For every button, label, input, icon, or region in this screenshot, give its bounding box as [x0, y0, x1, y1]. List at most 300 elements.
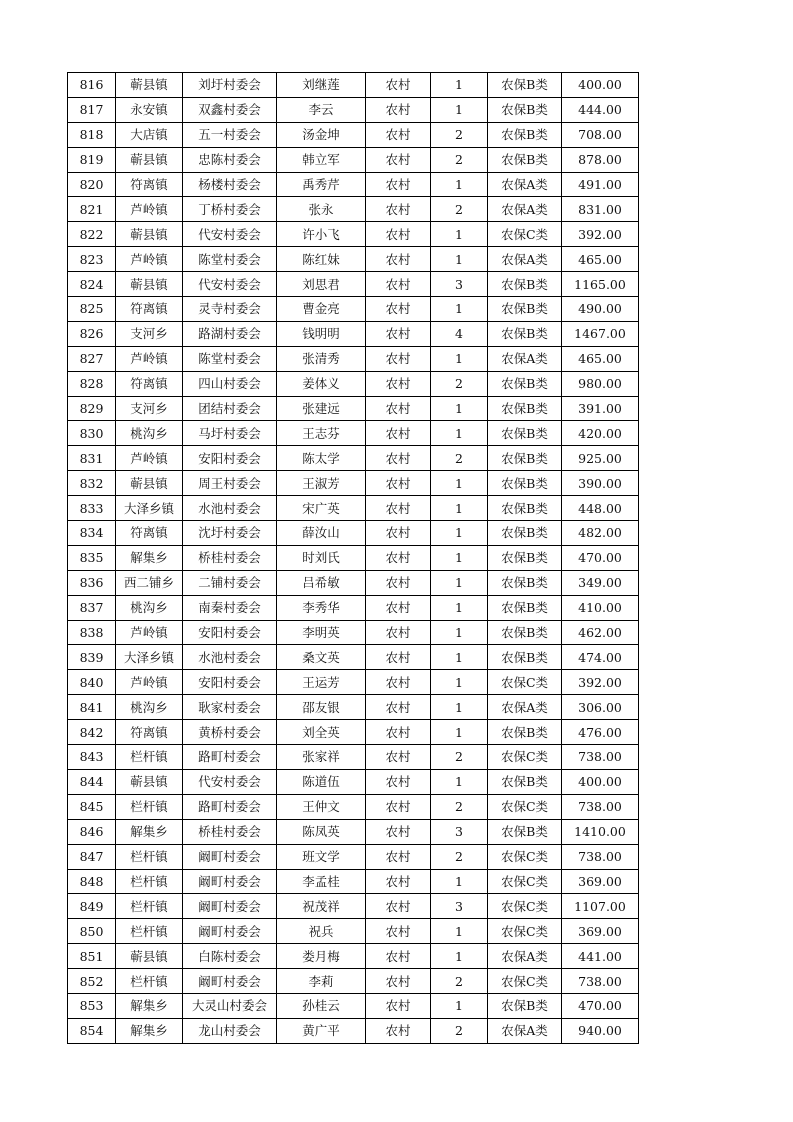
insurance-category-cell: 农保B类	[488, 720, 562, 745]
table-row	[68, 794, 639, 819]
residence-type-cell: 农村	[366, 894, 431, 919]
residence-type-cell: 农村	[366, 670, 431, 695]
village-committee-cell: 陈堂村委会	[183, 247, 277, 272]
amount-cell: 462.00	[562, 620, 639, 645]
table-row	[68, 993, 639, 1018]
household-size-cell: 2	[431, 147, 488, 172]
person-name-cell: 李秀华	[277, 595, 366, 620]
table-row	[68, 570, 639, 595]
insurance-category-cell: 农保B类	[488, 321, 562, 346]
row-number-cell: 835	[68, 545, 116, 570]
row-number-cell: 845	[68, 794, 116, 819]
table-row	[68, 944, 639, 969]
household-size-cell: 1	[431, 496, 488, 521]
amount-cell: 400.00	[562, 73, 639, 98]
person-name-cell: 陈太学	[277, 446, 366, 471]
person-name-cell: 刘思君	[277, 272, 366, 297]
residence-type-cell: 农村	[366, 745, 431, 770]
person-name-cell: 邵友银	[277, 695, 366, 720]
person-name-cell: 陈凤英	[277, 819, 366, 844]
table-row	[68, 247, 639, 272]
person-name-cell: 陈红妹	[277, 247, 366, 272]
township-cell: 大店镇	[116, 122, 183, 147]
township-cell: 解集乡	[116, 545, 183, 570]
household-size-cell: 1	[431, 993, 488, 1018]
table-row	[68, 73, 639, 98]
township-cell: 芦岭镇	[116, 620, 183, 645]
residence-type-cell: 农村	[366, 794, 431, 819]
township-cell: 大泽乡镇	[116, 496, 183, 521]
table-row	[68, 297, 639, 322]
row-number-cell: 820	[68, 172, 116, 197]
village-committee-cell: 南秦村委会	[183, 595, 277, 620]
person-name-cell: 李云	[277, 97, 366, 122]
household-size-cell: 1	[431, 247, 488, 272]
township-cell: 芦岭镇	[116, 346, 183, 371]
township-cell: 解集乡	[116, 1018, 183, 1043]
village-committee-cell: 四山村委会	[183, 371, 277, 396]
residence-type-cell: 农村	[366, 993, 431, 1018]
table-row	[68, 197, 639, 222]
row-number-cell: 853	[68, 993, 116, 1018]
residence-type-cell: 农村	[366, 620, 431, 645]
person-name-cell: 韩立军	[277, 147, 366, 172]
township-cell: 符离镇	[116, 172, 183, 197]
insurance-category-cell: 农保B类	[488, 496, 562, 521]
village-committee-cell: 沈圩村委会	[183, 521, 277, 546]
amount-cell: 410.00	[562, 595, 639, 620]
township-cell: 栏杆镇	[116, 919, 183, 944]
residence-type-cell: 农村	[366, 172, 431, 197]
household-size-cell: 1	[431, 645, 488, 670]
residence-type-cell: 农村	[366, 272, 431, 297]
village-committee-cell: 代安村委会	[183, 272, 277, 297]
table-row	[68, 272, 639, 297]
village-committee-cell: 安阳村委会	[183, 670, 277, 695]
person-name-cell: 张建远	[277, 396, 366, 421]
residence-type-cell: 农村	[366, 720, 431, 745]
village-committee-cell: 周王村委会	[183, 471, 277, 496]
township-cell: 栏杆镇	[116, 969, 183, 994]
residence-type-cell: 农村	[366, 247, 431, 272]
household-size-cell: 1	[431, 97, 488, 122]
person-name-cell: 孙桂云	[277, 993, 366, 1018]
village-committee-cell: 桥桂村委会	[183, 545, 277, 570]
table-row	[68, 421, 639, 446]
person-name-cell: 王志芬	[277, 421, 366, 446]
amount-cell: 1165.00	[562, 272, 639, 297]
insurance-category-cell: 农保A类	[488, 346, 562, 371]
insurance-category-cell: 农保B类	[488, 595, 562, 620]
village-committee-cell: 灵寺村委会	[183, 297, 277, 322]
person-name-cell: 李孟桂	[277, 869, 366, 894]
table-row	[68, 97, 639, 122]
insurance-category-cell: 农保A类	[488, 247, 562, 272]
village-committee-cell: 水池村委会	[183, 496, 277, 521]
table-row	[68, 545, 639, 570]
village-committee-cell: 阚町村委会	[183, 869, 277, 894]
roster-body	[68, 73, 639, 1044]
row-number-cell: 850	[68, 919, 116, 944]
household-size-cell: 1	[431, 172, 488, 197]
person-name-cell: 班文学	[277, 844, 366, 869]
amount-cell: 738.00	[562, 844, 639, 869]
household-size-cell: 1	[431, 396, 488, 421]
insurance-category-cell: 农保C类	[488, 894, 562, 919]
residence-type-cell: 农村	[366, 496, 431, 521]
household-size-cell: 2	[431, 122, 488, 147]
person-name-cell: 李明英	[277, 620, 366, 645]
row-number-cell: 852	[68, 969, 116, 994]
household-size-cell: 1	[431, 545, 488, 570]
residence-type-cell: 农村	[366, 297, 431, 322]
village-committee-cell: 水池村委会	[183, 645, 277, 670]
insurance-category-cell: 农保C类	[488, 969, 562, 994]
residence-type-cell: 农村	[366, 122, 431, 147]
household-size-cell: 2	[431, 969, 488, 994]
township-cell: 桃沟乡	[116, 695, 183, 720]
row-number-cell: 831	[68, 446, 116, 471]
person-name-cell: 刘继莲	[277, 73, 366, 98]
village-committee-cell: 路町村委会	[183, 794, 277, 819]
person-name-cell: 钱明明	[277, 321, 366, 346]
residence-type-cell: 农村	[366, 222, 431, 247]
amount-cell: 470.00	[562, 545, 639, 570]
township-cell: 芦岭镇	[116, 197, 183, 222]
residence-type-cell: 农村	[366, 919, 431, 944]
amount-cell: 390.00	[562, 471, 639, 496]
household-size-cell: 1	[431, 869, 488, 894]
person-name-cell: 时刘氏	[277, 545, 366, 570]
village-committee-cell: 安阳村委会	[183, 620, 277, 645]
table-row	[68, 670, 639, 695]
row-number-cell: 829	[68, 396, 116, 421]
table-row	[68, 745, 639, 770]
village-committee-cell: 安阳村委会	[183, 446, 277, 471]
row-number-cell: 839	[68, 645, 116, 670]
table-row	[68, 147, 639, 172]
insurance-category-cell: 农保A类	[488, 197, 562, 222]
village-committee-cell: 二铺村委会	[183, 570, 277, 595]
row-number-cell: 830	[68, 421, 116, 446]
insurance-category-cell: 农保A类	[488, 1018, 562, 1043]
row-number-cell: 840	[68, 670, 116, 695]
row-number-cell: 827	[68, 346, 116, 371]
village-committee-cell: 阚町村委会	[183, 844, 277, 869]
insurance-category-cell: 农保B类	[488, 446, 562, 471]
row-number-cell: 833	[68, 496, 116, 521]
township-cell: 支河乡	[116, 396, 183, 421]
table-row	[68, 321, 639, 346]
village-committee-cell: 马圩村委会	[183, 421, 277, 446]
table-row	[68, 346, 639, 371]
residence-type-cell: 农村	[366, 819, 431, 844]
residence-type-cell: 农村	[366, 346, 431, 371]
residence-type-cell: 农村	[366, 769, 431, 794]
row-number-cell: 821	[68, 197, 116, 222]
table-row	[68, 122, 639, 147]
village-committee-cell: 代安村委会	[183, 222, 277, 247]
residence-type-cell: 农村	[366, 321, 431, 346]
amount-cell: 738.00	[562, 794, 639, 819]
township-cell: 栏杆镇	[116, 745, 183, 770]
household-size-cell: 1	[431, 620, 488, 645]
township-cell: 符离镇	[116, 297, 183, 322]
township-cell: 芦岭镇	[116, 446, 183, 471]
insurance-category-cell: 农保B类	[488, 272, 562, 297]
residence-type-cell: 农村	[366, 97, 431, 122]
insurance-category-cell: 农保B类	[488, 73, 562, 98]
person-name-cell: 吕希敏	[277, 570, 366, 595]
table-row	[68, 620, 639, 645]
amount-cell: 474.00	[562, 645, 639, 670]
insurance-category-cell: 农保A类	[488, 172, 562, 197]
row-number-cell: 841	[68, 695, 116, 720]
person-name-cell: 许小飞	[277, 222, 366, 247]
amount-cell: 465.00	[562, 247, 639, 272]
insurance-category-cell: 农保B类	[488, 396, 562, 421]
person-name-cell: 祝兵	[277, 919, 366, 944]
amount-cell: 420.00	[562, 421, 639, 446]
village-committee-cell: 桥桂村委会	[183, 819, 277, 844]
household-size-cell: 1	[431, 222, 488, 247]
residence-type-cell: 农村	[366, 695, 431, 720]
village-committee-cell: 阚町村委会	[183, 969, 277, 994]
table-row	[68, 894, 639, 919]
village-committee-cell: 路町村委会	[183, 745, 277, 770]
household-size-cell: 2	[431, 197, 488, 222]
insurance-category-cell: 农保B类	[488, 545, 562, 570]
insurance-category-cell: 农保B类	[488, 645, 562, 670]
township-cell: 解集乡	[116, 819, 183, 844]
table-row	[68, 172, 639, 197]
insurance-category-cell: 农保B类	[488, 769, 562, 794]
township-cell: 芦岭镇	[116, 670, 183, 695]
township-cell: 符离镇	[116, 371, 183, 396]
household-size-cell: 2	[431, 1018, 488, 1043]
table-row	[68, 446, 639, 471]
person-name-cell: 刘全英	[277, 720, 366, 745]
village-committee-cell: 忠陈村委会	[183, 147, 277, 172]
household-size-cell: 1	[431, 570, 488, 595]
household-size-cell: 1	[431, 421, 488, 446]
village-committee-cell: 耿家村委会	[183, 695, 277, 720]
residence-type-cell: 农村	[366, 969, 431, 994]
insurance-category-cell: 农保B类	[488, 147, 562, 172]
person-name-cell: 黄广平	[277, 1018, 366, 1043]
table-row	[68, 496, 639, 521]
insurance-category-cell: 农保C类	[488, 794, 562, 819]
person-name-cell: 王淑芳	[277, 471, 366, 496]
row-number-cell: 844	[68, 769, 116, 794]
township-cell: 蕲县镇	[116, 471, 183, 496]
amount-cell: 490.00	[562, 297, 639, 322]
table-row	[68, 396, 639, 421]
insurance-category-cell: 农保B类	[488, 421, 562, 446]
amount-cell: 369.00	[562, 869, 639, 894]
row-number-cell: 849	[68, 894, 116, 919]
insurance-category-cell: 农保B类	[488, 993, 562, 1018]
row-number-cell: 836	[68, 570, 116, 595]
row-number-cell: 818	[68, 122, 116, 147]
table-row	[68, 769, 639, 794]
row-number-cell: 842	[68, 720, 116, 745]
person-name-cell: 王运芳	[277, 670, 366, 695]
village-committee-cell: 黄桥村委会	[183, 720, 277, 745]
amount-cell: 441.00	[562, 944, 639, 969]
township-cell: 桃沟乡	[116, 421, 183, 446]
household-size-cell: 1	[431, 695, 488, 720]
township-cell: 蕲县镇	[116, 147, 183, 172]
amount-cell: 392.00	[562, 670, 639, 695]
row-number-cell: 816	[68, 73, 116, 98]
amount-cell: 1107.00	[562, 894, 639, 919]
township-cell: 大泽乡镇	[116, 645, 183, 670]
amount-cell: 878.00	[562, 147, 639, 172]
household-size-cell: 3	[431, 894, 488, 919]
residence-type-cell: 农村	[366, 371, 431, 396]
person-name-cell: 娄月梅	[277, 944, 366, 969]
amount-cell: 831.00	[562, 197, 639, 222]
household-size-cell: 1	[431, 670, 488, 695]
amount-cell: 925.00	[562, 446, 639, 471]
row-number-cell: 817	[68, 97, 116, 122]
township-cell: 支河乡	[116, 321, 183, 346]
row-number-cell: 837	[68, 595, 116, 620]
residence-type-cell: 农村	[366, 421, 431, 446]
township-cell: 栏杆镇	[116, 894, 183, 919]
township-cell: 蕲县镇	[116, 222, 183, 247]
insurance-category-cell: 农保B类	[488, 297, 562, 322]
amount-cell: 470.00	[562, 993, 639, 1018]
township-cell: 西二铺乡	[116, 570, 183, 595]
person-name-cell: 祝茂祥	[277, 894, 366, 919]
amount-cell: 1467.00	[562, 321, 639, 346]
village-committee-cell: 阚町村委会	[183, 919, 277, 944]
township-cell: 解集乡	[116, 993, 183, 1018]
village-committee-cell: 团结村委会	[183, 396, 277, 421]
village-committee-cell: 五一村委会	[183, 122, 277, 147]
person-name-cell: 李莉	[277, 969, 366, 994]
village-committee-cell: 阚町村委会	[183, 894, 277, 919]
table-row	[68, 471, 639, 496]
township-cell: 蕲县镇	[116, 944, 183, 969]
table-row	[68, 1018, 639, 1043]
row-number-cell: 832	[68, 471, 116, 496]
person-name-cell: 陈道伍	[277, 769, 366, 794]
township-cell: 符离镇	[116, 720, 183, 745]
amount-cell: 980.00	[562, 371, 639, 396]
insurance-category-cell: 农保B类	[488, 122, 562, 147]
row-number-cell: 834	[68, 521, 116, 546]
row-number-cell: 838	[68, 620, 116, 645]
household-size-cell: 3	[431, 272, 488, 297]
household-size-cell: 1	[431, 769, 488, 794]
insurance-category-cell: 农保B类	[488, 819, 562, 844]
insurance-category-cell: 农保B类	[488, 471, 562, 496]
insurance-category-cell: 农保A类	[488, 944, 562, 969]
household-size-cell: 1	[431, 919, 488, 944]
row-number-cell: 848	[68, 869, 116, 894]
table-row	[68, 595, 639, 620]
township-cell: 蕲县镇	[116, 272, 183, 297]
person-name-cell: 王仲文	[277, 794, 366, 819]
village-committee-cell: 白陈村委会	[183, 944, 277, 969]
household-size-cell: 2	[431, 794, 488, 819]
township-cell: 桃沟乡	[116, 595, 183, 620]
person-name-cell: 薛汝山	[277, 521, 366, 546]
township-cell: 蕲县镇	[116, 73, 183, 98]
household-size-cell: 1	[431, 521, 488, 546]
insurance-category-cell: 农保C类	[488, 919, 562, 944]
table-row	[68, 919, 639, 944]
amount-cell: 369.00	[562, 919, 639, 944]
insurance-category-cell: 农保B类	[488, 570, 562, 595]
row-number-cell: 826	[68, 321, 116, 346]
amount-cell: 738.00	[562, 969, 639, 994]
amount-cell: 1410.00	[562, 819, 639, 844]
person-name-cell: 曹金亮	[277, 297, 366, 322]
table-row	[68, 521, 639, 546]
insurance-category-cell: 农保C类	[488, 844, 562, 869]
township-cell: 蕲县镇	[116, 769, 183, 794]
person-name-cell: 张清秀	[277, 346, 366, 371]
amount-cell: 465.00	[562, 346, 639, 371]
amount-cell: 306.00	[562, 695, 639, 720]
residence-type-cell: 农村	[366, 73, 431, 98]
person-name-cell: 张永	[277, 197, 366, 222]
amount-cell: 940.00	[562, 1018, 639, 1043]
insurance-category-cell: 农保B类	[488, 521, 562, 546]
roster-table	[67, 72, 639, 1044]
person-name-cell: 姜体义	[277, 371, 366, 396]
table-row	[68, 844, 639, 869]
row-number-cell: 854	[68, 1018, 116, 1043]
household-size-cell: 1	[431, 595, 488, 620]
residence-type-cell: 农村	[366, 595, 431, 620]
insurance-category-cell: 农保B类	[488, 97, 562, 122]
residence-type-cell: 农村	[366, 869, 431, 894]
table-row	[68, 819, 639, 844]
insurance-category-cell: 农保C类	[488, 869, 562, 894]
residence-type-cell: 农村	[366, 944, 431, 969]
household-size-cell: 2	[431, 844, 488, 869]
person-name-cell: 宋广英	[277, 496, 366, 521]
village-committee-cell: 双鑫村委会	[183, 97, 277, 122]
residence-type-cell: 农村	[366, 545, 431, 570]
household-size-cell: 1	[431, 346, 488, 371]
residence-type-cell: 农村	[366, 396, 431, 421]
household-size-cell: 1	[431, 73, 488, 98]
village-committee-cell: 陈堂村委会	[183, 346, 277, 371]
amount-cell: 448.00	[562, 496, 639, 521]
household-size-cell: 1	[431, 471, 488, 496]
amount-cell: 482.00	[562, 521, 639, 546]
residence-type-cell: 农村	[366, 471, 431, 496]
table-row	[68, 869, 639, 894]
amount-cell: 491.00	[562, 172, 639, 197]
household-size-cell: 1	[431, 297, 488, 322]
insurance-category-cell: 农保C类	[488, 745, 562, 770]
residence-type-cell: 农村	[366, 197, 431, 222]
table-row	[68, 645, 639, 670]
amount-cell: 349.00	[562, 570, 639, 595]
row-number-cell: 828	[68, 371, 116, 396]
residence-type-cell: 农村	[366, 147, 431, 172]
amount-cell: 738.00	[562, 745, 639, 770]
amount-cell: 391.00	[562, 396, 639, 421]
table-row	[68, 969, 639, 994]
